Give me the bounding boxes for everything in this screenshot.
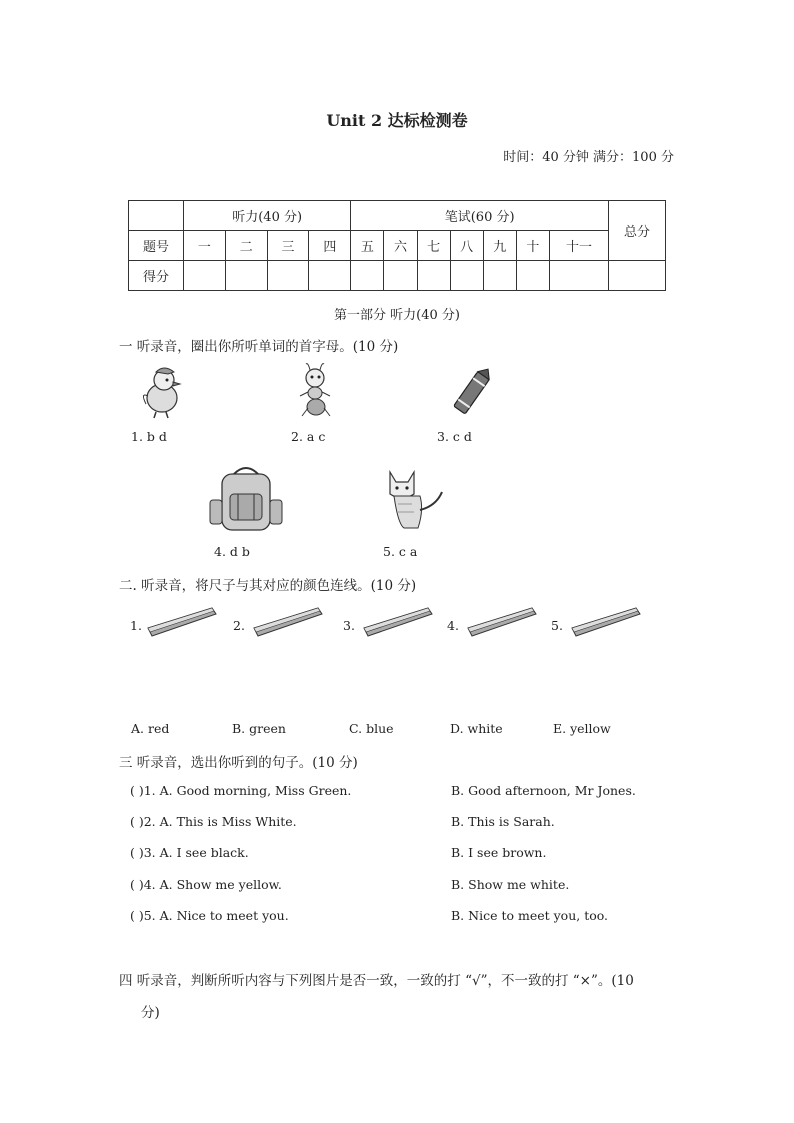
question-row-2: ( )2. A. This is Miss White. bbox=[130, 814, 297, 829]
page-title: Unit 2 达标检测卷 bbox=[326, 111, 468, 130]
choice-1: 1. b d bbox=[131, 429, 167, 444]
ruler-number: 1. bbox=[130, 618, 142, 633]
question-row-3: ( )3. A. I see black. bbox=[130, 845, 249, 860]
table-corner bbox=[129, 201, 184, 231]
question-row-1: ( )1. A. Good morning, Miss Green. bbox=[130, 783, 352, 798]
bird-icon bbox=[138, 362, 186, 420]
choice-2: 2. a c bbox=[291, 429, 326, 444]
total-header: 总分 bbox=[609, 201, 666, 261]
score-cell[interactable] bbox=[450, 261, 483, 291]
section-4-heading-cont: 分) bbox=[141, 1005, 160, 1021]
option-b-5: B. Nice to meet you, too. bbox=[451, 908, 609, 923]
ruler-number: 5. bbox=[551, 618, 563, 633]
score-cell[interactable] bbox=[609, 261, 666, 291]
bag-icon bbox=[208, 464, 284, 534]
q-number: 九 bbox=[483, 231, 516, 261]
q-number: 一 bbox=[184, 231, 226, 261]
score-cell[interactable] bbox=[417, 261, 450, 291]
option-b-4: B. Show me white. bbox=[451, 877, 570, 892]
section-2-heading: 二. 听录音，将尺子与其对应的颜色连线。(10 分) bbox=[119, 578, 417, 594]
section-4-heading: 四 听录音，判断所听内容与下列图片是否一致，一致的打 “√”，不一致的打 “×”。(10 bbox=[119, 973, 634, 989]
question-row-4: ( )4. A. Show me yellow. bbox=[130, 877, 282, 892]
q-number: 十 bbox=[516, 231, 549, 261]
part-heading: 第一部分 听力(40 分) bbox=[334, 308, 460, 323]
color-option: C. blue bbox=[349, 721, 394, 736]
q-number: 七 bbox=[417, 231, 450, 261]
ruler-number: 2. bbox=[233, 618, 245, 633]
ruler-icon bbox=[252, 606, 324, 640]
section-1-heading: 一 听录音，圈出你所听单词的首字母。(10 分) bbox=[119, 339, 399, 355]
color-option: B. green bbox=[232, 721, 286, 736]
color-option: E. yellow bbox=[553, 721, 611, 736]
choice-4: 4. d b bbox=[214, 544, 250, 559]
score-cell[interactable] bbox=[351, 261, 384, 291]
row-label-question: 题号 bbox=[129, 231, 184, 261]
score-cell[interactable] bbox=[267, 261, 309, 291]
ruler-icon bbox=[466, 606, 538, 640]
color-option: A. red bbox=[131, 721, 170, 736]
question-row-5: ( )5. A. Nice to meet you. bbox=[130, 908, 289, 923]
choice-3: 3. c d bbox=[437, 429, 472, 444]
exam-meta: 时间：40 分钟 满分：100 分 bbox=[503, 150, 674, 165]
ruler-icon bbox=[146, 606, 218, 640]
q-number: 六 bbox=[384, 231, 417, 261]
crayon-icon bbox=[452, 364, 492, 420]
listening-header: 听力(40 分) bbox=[184, 201, 351, 231]
option-b-1: B. Good afternoon, Mr Jones. bbox=[451, 783, 636, 798]
score-table bbox=[128, 200, 666, 291]
q-number: 四 bbox=[309, 231, 351, 261]
q-number: 五 bbox=[351, 231, 384, 261]
option-b-3: B. I see brown. bbox=[451, 845, 547, 860]
score-cell[interactable] bbox=[483, 261, 516, 291]
writing-header: 笔试(60 分) bbox=[351, 201, 609, 231]
q-number: 三 bbox=[267, 231, 309, 261]
section-3-heading: 三 听录音，选出你听到的句子。(10 分) bbox=[119, 755, 358, 771]
choice-5: 5. c a bbox=[383, 544, 418, 559]
ruler-icon bbox=[570, 606, 642, 640]
score-cell[interactable] bbox=[550, 261, 609, 291]
ruler-icon bbox=[362, 606, 434, 640]
color-option: D. white bbox=[450, 721, 503, 736]
score-cell[interactable] bbox=[225, 261, 267, 291]
score-cell[interactable] bbox=[516, 261, 549, 291]
cat-icon bbox=[384, 466, 448, 534]
q-number: 八 bbox=[450, 231, 483, 261]
score-cell[interactable] bbox=[384, 261, 417, 291]
option-b-2: B. This is Sarah. bbox=[451, 814, 555, 829]
ant-icon bbox=[296, 362, 336, 420]
row-label-score: 得分 bbox=[129, 261, 184, 291]
score-cell[interactable] bbox=[184, 261, 226, 291]
ruler-number: 4. bbox=[447, 618, 459, 633]
ruler-number: 3. bbox=[343, 618, 355, 633]
q-number: 十一 bbox=[550, 231, 609, 261]
score-cell[interactable] bbox=[309, 261, 351, 291]
q-number: 二 bbox=[225, 231, 267, 261]
